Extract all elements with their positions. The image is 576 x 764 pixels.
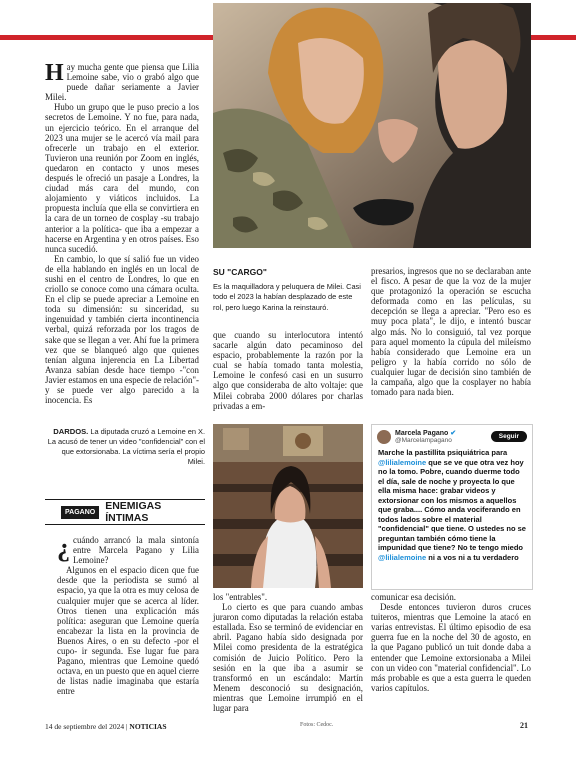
photo-lemoine-milei	[213, 3, 531, 248]
column-1-bottom	[57, 535, 199, 697]
verified-icon: ✔	[450, 430, 457, 437]
section-pill: PAGANO	[61, 506, 99, 519]
photo-caption-cargo	[213, 267, 363, 313]
photo-credit: Fotos: Cedoc.	[300, 722, 334, 728]
paragraph-intro: Hay mucha gente que piensa que Lilia Lemoine sabe, vio o grabó algo que puede dañar seriamente a Javier Milei.	[45, 60, 199, 103]
photo-illustration	[213, 3, 531, 248]
paragraph: los "entrables".	[213, 592, 268, 602]
tweet-author-name: Marcela Pagano ✔	[395, 430, 457, 437]
mention-link[interactable]: @lilialemoine	[378, 552, 427, 562]
paragraph: Desde entonces tuvieron duros cruces tuiteros, mientras que Lemoine la atacó en varias entrevistas. El último episodio de esa guerra fue en la noche del 30 de agosto, en la que Pagano publicó un tuit donde daba a entender que Lemoine extorsionaba a Milei con un video con "material confidencial". Lo más probable es que a esta guerra le queden varios capítulos.	[371, 602, 531, 693]
paragraph: comunicar esa decisión.	[371, 592, 457, 602]
paragraph: que cuando su interlocutora intentó sacarle algún dato pecaminoso del espacio, probablemente la razón por la cual se había tomado tanta molestia, Lemoine le confesó casi en un susurro algo que consideraba de alto voltaje: que Milei cobraba 2000 dólares por charlas privadas a em-	[213, 330, 363, 411]
avatar	[377, 430, 391, 444]
paragraph: Hubo un grupo que le puso precio a los secretos de Lemoine. Y no fue, para nada, un ejercicio teórico. En el arranque del 2023 una mujer se le acercó vía mail para ofrecerle un trabajo en el exterior. Tuvieron una reunión por Zoom en inglés, quedaron en contacto y unos meses después le ofreció un pasaje a Londres, la ciudad más cara del mundo, con alojamiento y viáticos incluidos. La propuesta incluía que ella se convirtiera en la cara de un torneo de cosplay -su trabajo anterior a la política- que iba a empezar a hacerse en Argentina y en otros países. Eso nunca sucedió.	[45, 102, 199, 254]
page-number: 21	[520, 721, 528, 730]
paragraph-intro: ¿ cuándo arrancó la mala sintonía entre Marcela Pagano y Lilia Lemoine?	[57, 533, 199, 566]
paragraph: Lo cierto es que para cuando ambas juraron como diputadas la relación estaba estallada. Eso se terminó de evidenciar en abril. Pagano había sido designada por Milei como presidenta de la estratégica comisión de Juicio Político. Pero la sesión en la que iba a asumir se transformó en un escándalo: Martín Menem desconoció su designación, mientras que Lemoine irrumpió en el lugar para	[213, 602, 363, 714]
column-2-bottom	[213, 592, 363, 713]
caption-heading: SU "CARGO"	[213, 267, 267, 277]
section-heading	[45, 499, 205, 525]
tweet-text: Marche la pastillita psiquiátrica para @lilialemoine que se ve que otra vez hoy no la tomo. Pobre, cuando duerme todo el día, sale de noche y proyecta lo que ella misma hace: grabar videos y extorsionar con los mismos a aquellos que graba.... Cómo anda vociferando en todos lados sobre el material "confidencial" que tiene. O ustedes no se preguntan también cómo tiene la impunidad que tiene? No te tengo miedo @lilialemoine ni a vos ni a tu verdadero	[378, 448, 526, 562]
paragraph: Algunos en el espacio dicen que fue desde que la periodista se sumó al espacio, ya que la otra es muy celosa de cualquier mujer que se acerca al líder. Otros tienen una explicación más política: aseguran que Lemoine quería encabezar la lista en la provincia de Buenos Aires, o en su defecto -por el cupo- ir segunda. Ese lugar fue para Pagano, mientras que Lemoine quedó octava, en un puesto que en aquel cierre de listas nadie imaginaba que estaría entre	[57, 565, 199, 697]
column-2-top	[213, 330, 363, 411]
magazine-name: NOTICIAS	[129, 722, 167, 731]
drop-cap: H	[45, 60, 64, 86]
paragraph: En cambio, lo que sí salió fue un video de ella hablando en inglés en un local de sushi en el centro de Londres, lo que en criollo se conoce como una cámara oculta. En el clip se puede apreciar a Lemoine en toda su dimensión: su sinceridad, su ingenuidad y también cierta incontinencia verbal, quizá reforzada por los tragos de sake que se llegan a ver. Ahí fue la primera vez que se blanqueó algo que quienes tenían alguna injerencia en La Libertad Avanza sabían desde hace tiempo -"con Javier estamos en una especie de relación"- y se puede ver algo parecido a la inocencia. Es	[45, 253, 199, 406]
column-1-top	[45, 62, 199, 405]
section-title: ENEMIGAS ÍNTIMAS	[105, 500, 162, 524]
photo-pagano-congress	[213, 424, 363, 588]
paragraph: presarios, ingresos que no se declaraban ante el fisco. A pesar de que la voz de la mujer que protagonizó la operación se escucha deformada como en las películas, su decepción se llega a apreciar. "Pero eso es muy poca plata", le dijo, e intentó buscar algo más. No lo consiguió, tal vez porque para aquel momento la cúpula del mileísmo había considerado que Lemoine era un peligro y la había corrido no sólo de cualquier lugar de decisión sino también de la campaña, algo que la cosplayer no había tomado para nada bien.	[371, 266, 531, 398]
drop-cap: ¿	[57, 533, 70, 562]
footer-date: 14 de septiembre del 2024 | NOTICIAS	[45, 722, 167, 731]
follow-button[interactable]: Seguir	[491, 431, 527, 442]
tweet-header	[372, 425, 532, 446]
caption-text: Es la maquilladora y peluquera de Milei. Casi todo el 2023 la habían desplazado de este rol, pero luego Karina la reinstauró.	[213, 282, 361, 312]
column-3-bottom	[371, 592, 531, 693]
photo-illustration	[213, 424, 363, 588]
tweet-handle: @Marcelampagano	[395, 437, 452, 444]
tweet-card	[371, 424, 533, 590]
photo-caption-dardos: DARDOS. La diputada cruzó a Lemoine en X. La acusó de tener un video "confidencial" con el que extorsionaba. La víctima sería el propio Milei.	[47, 427, 205, 466]
mention-link[interactable]: @lilialemoine	[378, 457, 427, 467]
column-3-top	[371, 266, 531, 397]
